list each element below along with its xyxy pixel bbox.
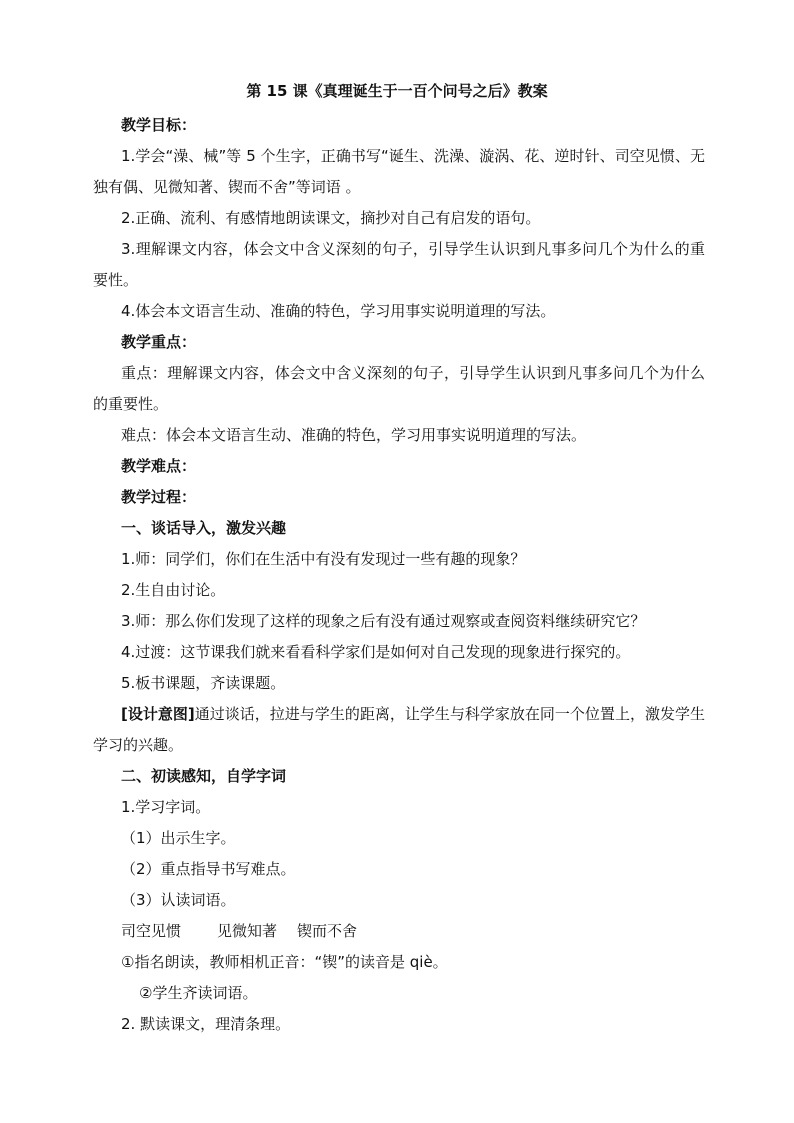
section1-step: 2.生自由讨论。 [121, 581, 226, 599]
key-point: 重点：理解课文内容，体会文中含义深刻的句子，引导学生认识到凡事多问几个为什么的重要性。 [93, 364, 705, 413]
goal-item: 3.理解课文内容，体会文中含义深刻的句子，引导学生认识到凡事多问几个为什么的重要性。 [93, 240, 705, 289]
section1-step: 3.师：那么你们发现了这样的现象之后有没有通过观察或查阅资料继续研究它？ [121, 612, 646, 630]
goal-item: 1.学会“澡、械”等 5 个生字，正确书写“诞生、洗澡、漩涡、花、逆时针、司空见惯、无独有偶、见微知著、锲而不舍”等词语 。 [93, 147, 705, 196]
design-intent-text: 通过谈话，拉进与学生的距离，让学生与科学家放在同一个位置上，激发学生学习的兴趣。 [93, 705, 705, 754]
section1-step: 1.师：同学们，你们在生活中有没有发现过一些有趣的现象？ [121, 550, 526, 568]
goal-item: 2.正确、流利、有感情地朗读课文，摘抄对自己有启发的语句。 [121, 209, 541, 227]
section2-substep: （1）出示生字。 [121, 829, 236, 847]
reading-step: ②学生齐读词语。 [139, 984, 258, 1002]
design-intent [93, 699, 705, 761]
difficulty-heading: 教学难点： [121, 457, 197, 475]
section1-step: 5.板书课题，齐读课题。 [121, 674, 286, 692]
word-item: 司空见惯 [121, 922, 182, 940]
section1-step: 4.过渡：这节课我们就来看看科学家们是如何对自己发现的现象进行探究的。 [121, 643, 631, 661]
process-heading: 教学过程： [121, 488, 197, 506]
word-list [93, 916, 705, 947]
section2-heading: 二、初读感知，自学字词 [121, 767, 287, 785]
design-intent-tag: [设计意图] [121, 705, 195, 723]
document-title: 第 15 课《真理诞生于一百个问号之后》教案 [246, 82, 548, 100]
document-body [93, 110, 705, 1040]
difficult-point: 难点：体会本文语言生动、准确的特色，学习用事实说明道理的写法。 [121, 426, 587, 444]
goals-heading: 教学目标： [121, 116, 197, 134]
goal-item: 4.体会本文语言生动、准确的特色，学习用事实说明道理的写法。 [121, 302, 556, 320]
section2-step: 2. 默读课文，理清条理。 [121, 1015, 291, 1033]
section1-heading: 一、谈话导入，激发兴趣 [121, 519, 287, 537]
word-item: 见微知著 [217, 922, 278, 940]
section2-substep: （2）重点指导书写难点。 [121, 860, 296, 878]
word-item: 锲而不舍 [297, 922, 358, 940]
section2-step: 1.学习字词。 [121, 798, 211, 816]
section2-substep: （3）认读词语。 [121, 891, 236, 909]
key-heading: 教学重点： [121, 333, 197, 351]
reading-step: ①指名朗读，教师相机正音：“锲”的读音是 qiè。 [121, 953, 448, 971]
